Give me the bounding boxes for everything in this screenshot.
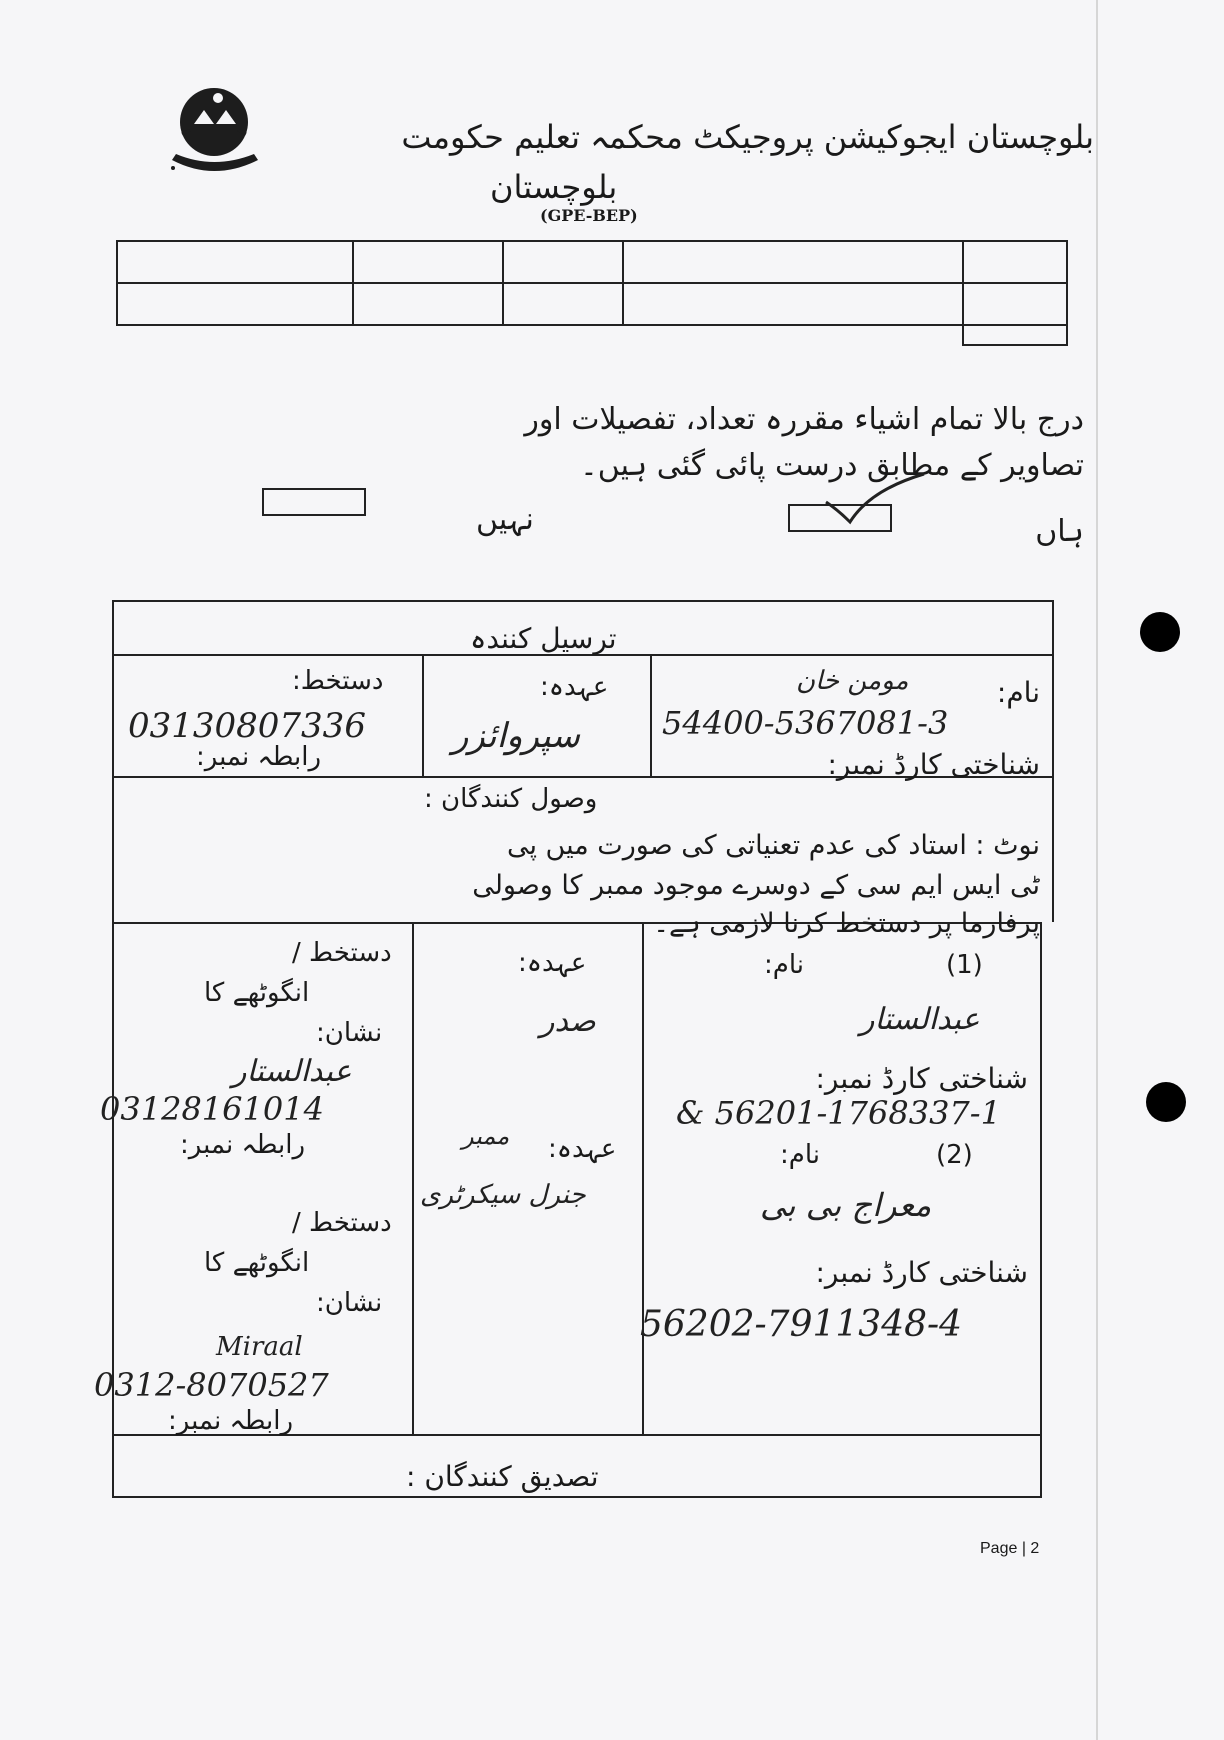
member1-cnic-value: & 56201-1768337-1 xyxy=(676,1094,1001,1132)
sender-designation-label: عہدہ: xyxy=(540,672,609,702)
logo-emblem-icon xyxy=(160,78,272,178)
member2-sign-line1: دستخط / xyxy=(292,1208,392,1238)
note-line2: ٹی ایس ایم سی کے دوسرے موجود ممبر کا وصولی xyxy=(472,870,1040,901)
member2-designation-value-2: جنرل سیکرٹری xyxy=(420,1180,586,1210)
header-code: (GPE-BEP) xyxy=(540,206,638,225)
items-table xyxy=(116,240,1068,346)
member1-cnic-label: شناختی کارڈ نمبر: xyxy=(815,1062,1028,1095)
no-checkbox[interactable] xyxy=(262,488,366,516)
sender-phone-label: رابطہ نمبر: xyxy=(196,742,322,772)
member1-sign-line3: نشان: xyxy=(316,1018,383,1048)
member1-number: (1) xyxy=(946,950,983,980)
member2-sign-line3: نشان: xyxy=(316,1288,383,1318)
sender-cnic-value: 54400-5367081-3 xyxy=(662,704,949,742)
member1-designation-label: عہدہ: xyxy=(518,948,587,978)
member2-signature: Miraal xyxy=(216,1332,303,1362)
member1-name-value: عبدالستار xyxy=(860,1002,980,1037)
declaration-line2: تصاویر کے مطابق درست پائی گئی ہیں۔ xyxy=(580,448,1084,483)
sender-heading: ترسیل کنندہ xyxy=(470,622,617,655)
member1-sign-line1: دستخط / xyxy=(292,938,392,968)
member2-phone-label: رابطہ نمبر: xyxy=(168,1406,294,1436)
sender-name-label: نام: xyxy=(996,676,1040,709)
page-edge xyxy=(1096,0,1098,1740)
page-number: Page | 2 xyxy=(980,1540,1040,1557)
sender-phone-value: 03130807336 xyxy=(128,706,366,746)
member2-sign-line2: انگوٹھے کا xyxy=(204,1248,310,1278)
sender-name-value: مومن خان xyxy=(796,666,909,696)
member2-designation-value-1: ممبر xyxy=(462,1122,510,1150)
header-title-line2: بلوچستان xyxy=(490,168,618,206)
member1-signature: عبدالستار xyxy=(232,1054,352,1089)
member2-name-label: نام: xyxy=(780,1140,821,1170)
member2-number: (2) xyxy=(936,1140,973,1170)
binder-hole-top xyxy=(1140,612,1180,652)
member1-name-label: نام: xyxy=(764,950,805,980)
sender-designation-value: سپروائزر xyxy=(452,716,581,756)
binder-hole-bottom xyxy=(1146,1082,1186,1122)
member1-phone-label: رابطہ نمبر: xyxy=(180,1130,306,1160)
member2-name-value: معراج بی بی xyxy=(760,1186,932,1224)
member1-phone-value: 03128161014 xyxy=(100,1090,324,1128)
member2-phone-value: 0312-8070527 xyxy=(94,1366,329,1404)
member1-designation-value: صدر xyxy=(540,1004,596,1039)
no-label: نہیں xyxy=(476,502,534,537)
header-title-line1: بلوچستان ایجوکیشن پروجیکٹ محکمہ تعلیم حکومت xyxy=(401,118,1094,156)
note-line3: پرفارما پر دستخط کرنا لازمی ہے۔ xyxy=(653,908,1040,939)
check-mark-icon xyxy=(820,470,930,530)
member2-cnic-label: شناختی کارڈ نمبر: xyxy=(815,1256,1028,1289)
sender-cnic-label: شناختی کارڈ نمبر: xyxy=(827,748,1040,781)
member1-sign-line2: انگوٹھے کا xyxy=(204,978,310,1008)
member2-cnic-value: 56202-7911348-4 xyxy=(640,1304,963,1345)
member2-designation-label: عہدہ: xyxy=(548,1134,617,1164)
note-line1: نوٹ : استاد کی عدم تعنیاتی کی صورت میں پی xyxy=(506,830,1040,861)
yes-label: ہاں xyxy=(1035,514,1084,549)
declaration-line1: درج بالا تمام اشیاء مقررہ تعداد، تفصیلات اور xyxy=(524,402,1084,437)
sender-signature-label: دستخط: xyxy=(292,666,384,696)
verification-heading: تصدیق کنندگان : xyxy=(406,1460,599,1493)
receivers-heading: وصول کنندگان : xyxy=(424,784,598,814)
